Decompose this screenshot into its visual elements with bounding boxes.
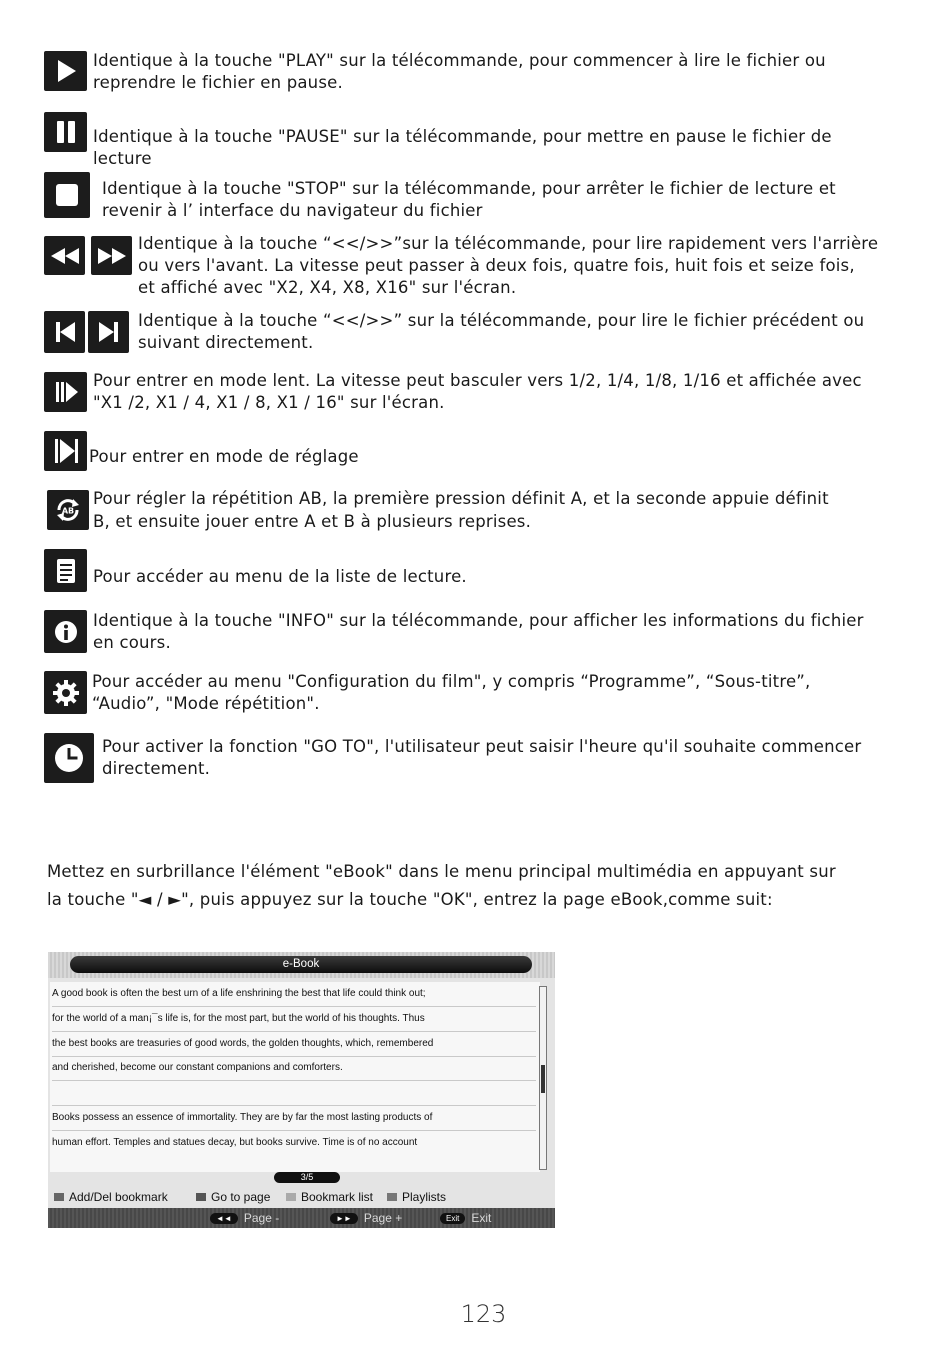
item-rewind-forward-line3: et affiché avec "X2, X4, X8, X16" sur l'écran. [138, 278, 517, 297]
item-goto-line1: Pour activer la fonction "GO TO", l'utilisateur peut saisir l'heure qu'il souhaite commencer [102, 737, 862, 756]
item-pause-line2: lecture [93, 149, 152, 168]
ebook-scroll-thumb[interactable] [541, 1065, 545, 1093]
item-play-line2: reprendre le fichier en pause. [93, 73, 343, 92]
playlist-icon [44, 549, 87, 592]
legend-playlists[interactable] [387, 1188, 446, 1206]
item-playlist-line1: Pour accéder au menu de la liste de lecture. [93, 567, 467, 586]
item-play-line1: Identique à la touche "PLAY" sur la télécommande, pour commencer à lire le fichier ou [93, 51, 826, 70]
legend-add-del-bookmark[interactable] [54, 1188, 168, 1206]
item-step-line1: Pour entrer en mode de réglage [89, 447, 359, 466]
ebook-text-line: the best books are treasuries of good words, the golden thoughts, which, remembered [52, 1032, 536, 1057]
item-previous-next-line1: Identique à la touche “<</>>” sur la télécommande, pour lire le fichier précédent ou [138, 311, 865, 330]
page-plus-hint[interactable] [330, 1208, 402, 1228]
rewind-icon [44, 236, 85, 275]
item-info-line2: en cours. [93, 633, 171, 652]
legend-swatch [387, 1193, 397, 1201]
item-repeat-ab-line2: B, et ensuite jouer entre A et B à plusieurs reprises. [93, 512, 532, 531]
legend-go-to-page[interactable] [196, 1188, 270, 1206]
item-stop-line1: Identique à la touche "STOP" sur la télécommande, pour arrêter le fichier de lecture et [102, 179, 836, 198]
exit-key-icon: Exit [440, 1213, 465, 1224]
item-settings-line1: Pour accéder au menu "Configuration du film", y compris “Programme”, “Sous-titre”, [92, 672, 811, 691]
step-icon [44, 431, 87, 471]
next-icon [88, 311, 129, 353]
ebook-screenshot [48, 952, 555, 1228]
slow-motion-icon [44, 372, 87, 412]
item-slow-line1: Pour entrer en mode lent. La vitesse peut basculer vers 1/2, 1/4, 1/8, 1/16 et affichée avec [93, 371, 862, 390]
legend-swatch [54, 1193, 64, 1201]
ebook-page-indicator: 3/5 [274, 1172, 340, 1183]
intro-line2: la touche "◄ / ►", puis appuyez sur la touche "OK", entrez la page eBook,comme suit: [47, 890, 773, 909]
legend-label: Playlists [402, 1190, 447, 1204]
page-minus-label: Page - [243, 1211, 280, 1225]
intro-paragraph [47, 858, 836, 914]
item-pause-line1: Identique à la touche "PAUSE" sur la télécommande, pour mettre en pause le fichier de [93, 127, 832, 146]
repeat-ab-icon [47, 490, 89, 530]
exit-hint[interactable] [440, 1208, 491, 1228]
item-goto-line2: directement. [102, 759, 211, 778]
play-icon [44, 51, 87, 91]
stop-icon [44, 172, 90, 218]
ebook-text-line: A good book is often the best urn of a life enshrining the best that life could think out; [52, 982, 536, 1007]
ebook-text-line: for the world of a man¡¯s life is, for the most part, but the world of his thoughts. Thus [52, 1007, 536, 1032]
pause-icon [44, 112, 87, 152]
legend-swatch [286, 1193, 296, 1201]
previous-icon [44, 311, 85, 353]
fast-forward-icon [91, 236, 132, 275]
ebook-scrollbar[interactable] [539, 986, 547, 1170]
page-number: 123 [460, 1300, 507, 1328]
page-plus-label: Page + [363, 1211, 403, 1225]
item-repeat-ab-line1: Pour régler la répétition AB, la première pression définit A, et la seconde appuie définit [93, 489, 829, 508]
intro-line1: Mettez en surbrillance l'élément "eBook" dans le menu principal multimédia en appuyant sur [47, 862, 836, 881]
legend-swatch [196, 1193, 206, 1201]
legend-bookmark-list[interactable] [286, 1188, 373, 1206]
rewind-key-icon: ◄◄ [210, 1213, 238, 1224]
ebook-footer [48, 1208, 555, 1228]
gear-icon [44, 671, 87, 714]
svg-text:AB: AB [61, 506, 75, 516]
ebook-text-line: human effort. Temples and statues decay, but books survive. Time is of no account [52, 1137, 418, 1148]
ebook-legend [48, 1188, 555, 1206]
ebook-text-line: and cherished, become our constant companions and comforters. [52, 1056, 536, 1081]
page-minus-hint[interactable] [210, 1208, 279, 1228]
forward-key-icon: ►► [330, 1213, 358, 1224]
legend-label: Bookmark list [301, 1190, 374, 1204]
ebook-header [48, 952, 555, 978]
ebook-text-line: Books possess an essence of immortality. They are by far the most lasting products of [52, 1106, 536, 1131]
item-rewind-forward-line1: Identique à la touche “<</>>”sur la télécommande, pour lire rapidement vers l'arrière [138, 234, 879, 253]
item-info-line1: Identique à la touche "INFO" sur la télécommande, pour afficher les informations du fichier [93, 611, 864, 630]
item-rewind-forward-line2: ou vers l'avant. La vitesse peut passer à deux fois, quatre fois, huit fois et seize fois, [138, 256, 855, 275]
legend-label: Add/Del bookmark [69, 1190, 168, 1204]
legend-label: Go to page [211, 1190, 271, 1204]
exit-label: Exit [471, 1211, 492, 1225]
ebook-text-line [52, 1081, 536, 1106]
ebook-text-pane [50, 982, 540, 1172]
item-settings-line2: “Audio”, "Mode répétition". [92, 694, 320, 713]
item-slow-line2: "X1 /2, X1 / 4, X1 / 8, X1 / 16" sur l'écran. [93, 393, 445, 412]
item-previous-next-line2: suivant directement. [138, 333, 314, 352]
info-icon [44, 610, 87, 653]
ebook-title: e-Book [70, 956, 532, 973]
clock-icon [44, 733, 94, 783]
item-stop-line2: revenir à l’ interface du navigateur du fichier [102, 201, 483, 220]
